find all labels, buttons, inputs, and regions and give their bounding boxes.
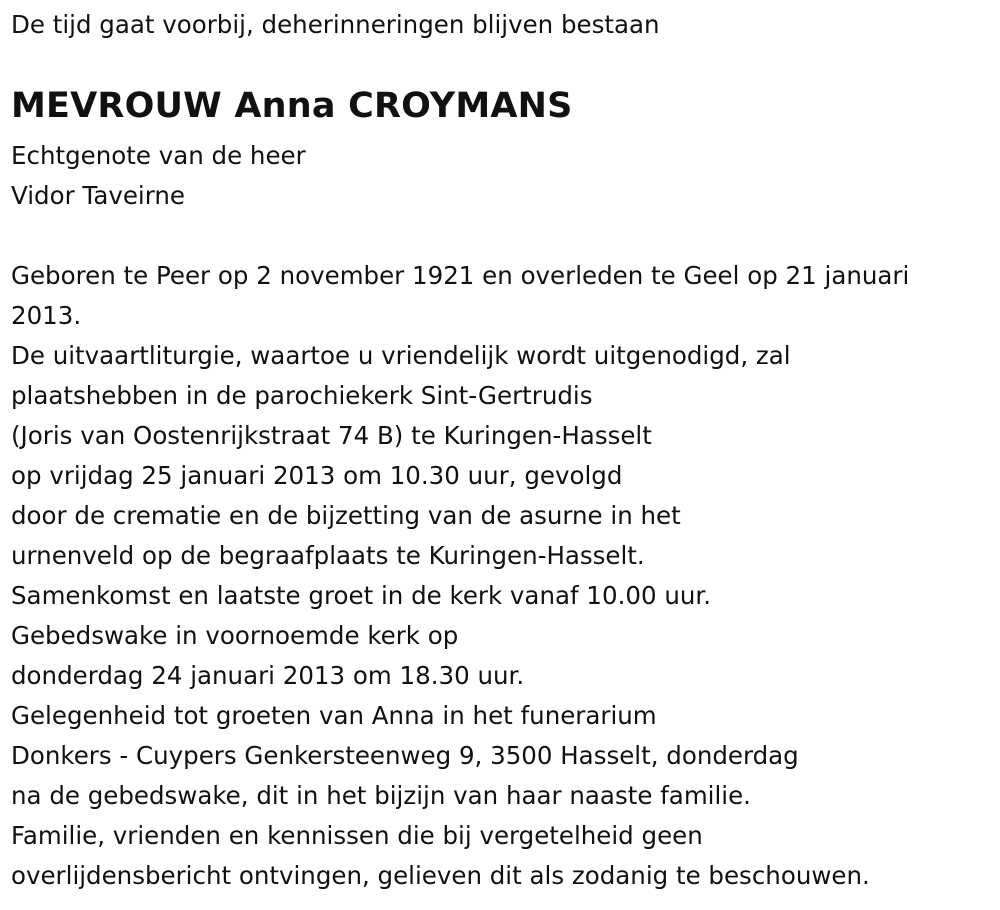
- body-line: (Joris van Oostenrijkstraat 74 B) te Kuringen-Hasselt: [11, 421, 652, 450]
- spouse-line: Vidor Taveirne: [11, 181, 185, 210]
- spouse-block: [11, 136, 306, 216]
- notice-body: [11, 256, 909, 896]
- body-line: Gebedswake in voornoemde kerk op: [11, 621, 459, 650]
- body-line: donderdag 24 januari 2013 om 18.30 uur.: [11, 661, 525, 690]
- deceased-name: MEVROUW Anna CROYMANS: [11, 86, 573, 126]
- body-line: 2013.: [11, 301, 82, 330]
- body-line: na de gebedswake, dit in het bijzijn van haar naaste familie.: [11, 781, 751, 810]
- body-line: Donkers - Cuypers Genkersteenweg 9, 3500 Hasselt, donderdag: [11, 741, 799, 770]
- body-line: overlijdensbericht ontvingen, gelieven dit als zodanig te beschouwen.: [11, 861, 870, 890]
- body-line: Gelegenheid tot groeten van Anna in het funerarium: [11, 701, 657, 730]
- body-line: plaatshebben in de parochiekerk Sint-Gertrudis: [11, 381, 593, 410]
- spouse-line: Echtgenote van de heer: [11, 141, 306, 170]
- body-line: Familie, vrienden en kennissen die bij vergetelheid geen: [11, 821, 703, 850]
- body-line: door de crematie en de bijzetting van de asurne in het: [11, 501, 681, 530]
- motto-line: De tijd gaat voorbij, deherinneringen blijven bestaan: [11, 10, 660, 39]
- body-line: urnenveld op de begraafplaats te Kuringen-Hasselt.: [11, 541, 645, 570]
- body-line: De uitvaartliturgie, waartoe u vriendelijk wordt uitgenodigd, zal: [11, 341, 791, 370]
- body-line: Geboren te Peer op 2 november 1921 en overleden te Geel op 21 januari: [11, 261, 910, 290]
- body-line: Samenkomst en laatste groet in de kerk vanaf 10.00 uur.: [11, 581, 711, 610]
- body-line: op vrijdag 25 januari 2013 om 10.30 uur, gevolgd: [11, 461, 623, 490]
